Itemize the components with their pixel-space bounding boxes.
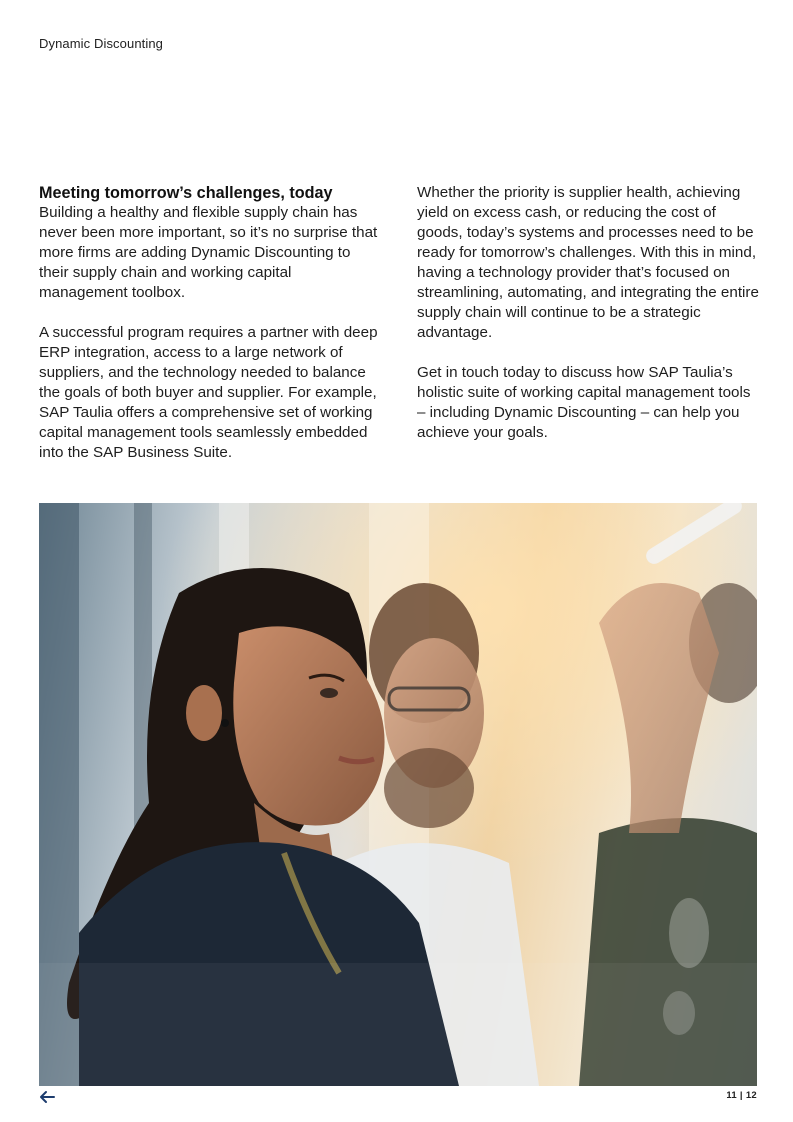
photo-illustration (39, 503, 757, 1086)
office-photo (39, 503, 757, 1086)
section-heading: Meeting tomorrow’s challenges, today (39, 184, 333, 202)
page-number: 11 | 12 (726, 1090, 757, 1101)
paragraph: Whether the priority is supplier health, achieving yield on excess cash, or reducing the cost of goods, today’s systems and processes need to be ready for tomorrow’s challenges. With this in mind, having a technology provider that’s focused on streamlining, automating, and integrating the entire supply chain will continue to be a strategic advantage. (417, 184, 759, 341)
paragraph: A successful program requires a partner with deep ERP integration, access to a large network of suppliers, and the technology needed to balance the goals of both buyer and supplier. For example, SAP Taulia offers a comprehensive set of working capital management tools seamlessly embedded into the SAP Business Suite. (39, 324, 378, 461)
paragraph: Get in touch today to discuss how SAP Taulia’s holistic suite of working capital management tools – including Dynamic Discounting – can help you achieve your goals. (417, 364, 751, 441)
left-column (39, 183, 384, 483)
arrow-left-icon[interactable] (38, 1090, 56, 1104)
right-column (417, 183, 762, 463)
paragraph: Building a healthy and flexible supply chain has never been more important, so it’s no surprise that more firms are adding Dynamic Discounting to their supply chain and working capital management toolbox. (39, 204, 378, 301)
document-title: Dynamic Discounting (39, 36, 164, 51)
